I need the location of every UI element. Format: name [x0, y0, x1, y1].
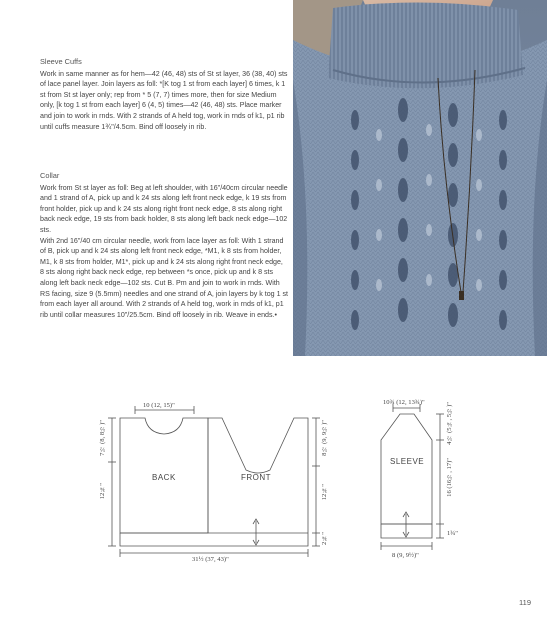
- sleeve-length-label: 16 (16½, 17)": [446, 458, 453, 497]
- sleeve-cuffs-heading: Sleeve Cuffs: [40, 57, 82, 66]
- front-side-length-label: 12¾": [321, 484, 328, 501]
- sleeve-outline: [381, 414, 432, 524]
- hem-depth-label: 2¾": [321, 532, 328, 545]
- back-label: BACK: [152, 473, 176, 482]
- collar-heading: Collar: [40, 171, 60, 180]
- hem-band: [120, 533, 308, 546]
- front-neck-depth-label: 8½ (9, 9½)": [321, 420, 328, 456]
- cap-depth-label: 4½ (5¼, 5½)": [446, 402, 453, 445]
- collar-paragraph-2: With 2nd 16"/40 cm circular needle, work from lace layer as foll: With 1 strand of B, pick up and k 24 sts along left front neck edge, *M1, k 8 sts from holder, M1, k 8 sts from holder, M1*, pick up and k 24 sts along right front neck edge, 8 sts along right back neck edge, rep between *s once, pick up and k 8 sts along left back neck edge—102 sts. Cut B. Pm and join to work in rnds. With RS facing, size 9 (5.5mm) needles and one strand of A, join layers by k tog 1 st from each layer all around. With 2 strands of A held tog, work in rnds of k1, p1 rib until collar measures 10"/25.5cm. Bind off loosely in rib. Weave in ends.•: [40, 236, 289, 319]
- side-length-label: 12¾": [99, 483, 106, 500]
- body-width-label: 31½ (37, 43)": [192, 556, 229, 563]
- sleeve-label: SLEEVE: [390, 457, 425, 466]
- armhole-depth-label: 7½ (8, 8½)": [99, 420, 106, 456]
- neck-width-label: 10 (12, 15)": [143, 402, 175, 409]
- page-number: 119: [519, 598, 531, 607]
- front-label: FRONT: [241, 473, 272, 482]
- cuff-depth-label: 1¾": [447, 530, 458, 537]
- sleeve-cuffs-body: Work in same manner as for hem—42 (46, 48) sts of St st layer, 36 (38, 40) sts of lace panel layer. Join layers as foll: *[K tog 1 st from each layer] 6 times, k 1 st from St st layer only; rep from * 5 (7, 7) times more, then for size Medium only, [k tog 1 st from each layer] 6 (4, 5) times—42 (46, 48) sts. Place marker and join to work in rnds. With 2 strands of A held tog, work in rnds of k1, p1 rib until cuffs measure 1¾"/4.5cm. Bind off loosely in rib.: [40, 69, 288, 131]
- cuff-width-label: 8 (9, 9½)": [392, 552, 419, 559]
- sleeve-top-width-label: 10¾ (12, 13¾)": [383, 399, 425, 406]
- collar-paragraph-1: Work from St st layer as foll: Beg at left shoulder, with 16"/40cm circular needle and 1 strand of A, pick up and k 24 sts along left front neck edge, k 19 sts from front holder, pick up and k 24 sts along right front neck edge, 8 sts along right back neck edge, 19 sts from back holder, 8 sts along left back neck edge—102 sts.: [40, 183, 288, 234]
